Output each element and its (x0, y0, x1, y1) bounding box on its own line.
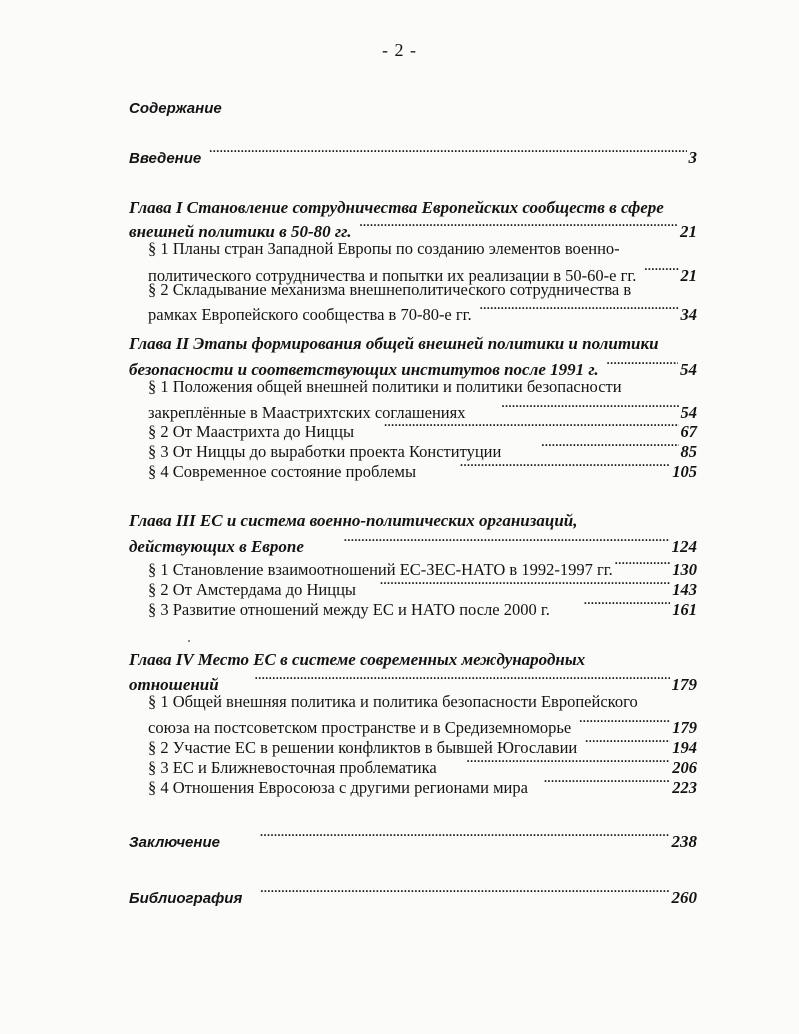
chapter-2-title: Глава II Этапы формирования общей внешней политики и политики (129, 334, 659, 353)
scan-speck (188, 640, 190, 642)
toc-page: 85 (680, 442, 697, 461)
section-1-2-title: § 2 Складывание механизма внешнеполитического сотрудничества в (148, 280, 632, 299)
toc-entry-section-4-2 (148, 731, 697, 757)
toc-leader (260, 825, 670, 847)
toc-page: 21 (680, 222, 697, 241)
toc-label: Библиография (129, 890, 243, 907)
toc-leader (384, 415, 678, 437)
toc-entry-section-2-3 (148, 435, 697, 461)
toc-label: Заключение (129, 834, 220, 851)
chapter-3-title: Глава III ЕС и система военно-политических организаций, (129, 511, 578, 530)
toc-entry-bibliography (129, 881, 697, 907)
toc-label: § 3 Развитие отношений между ЕС и НАТО после 2000 г. (148, 600, 550, 619)
toc-page: 161 (672, 600, 697, 619)
toc-label: Введение (129, 150, 202, 167)
toc-leader (460, 455, 670, 477)
toc-page: 223 (672, 778, 697, 797)
toc-entry-section-1-2 (148, 298, 697, 324)
toc-entry-section-4-3 (148, 751, 697, 777)
toc-entry-conclusion (129, 825, 697, 851)
toc-leader (255, 668, 670, 690)
toc-page: 124 (671, 537, 697, 556)
toc-leader (260, 881, 669, 903)
toc-entry-chapter-1 (129, 215, 697, 241)
section-1-1-title: § 1 Планы стран Западной Европы по созданию элементов военно- (148, 239, 620, 258)
toc-leader (380, 573, 670, 595)
toc-leader (541, 435, 678, 457)
toc-label: § 2 От Маастрихта до Ниццы (148, 422, 355, 441)
toc-label: безопасности и соответствующих институтов после 1991 г. (129, 360, 599, 379)
toc-page: 206 (672, 758, 697, 777)
toc-leader (615, 553, 670, 575)
toc-leader (644, 259, 678, 281)
toc-leader (209, 141, 686, 163)
toc-label: § 3 ЕС и Ближневосточная проблематика (148, 758, 437, 777)
toc-entry-intro (129, 141, 697, 167)
toc-label: § 3 От Ниццы до выработки проекта Конституции (148, 442, 502, 461)
toc-page: 105 (672, 462, 697, 481)
toc-label: § 4 Современное состояние проблемы (148, 462, 417, 481)
toc-label: рамках Европейского сообщества в 70-80-е гг. (148, 305, 472, 324)
toc-label: союза на постсоветском пространстве и в Средиземноморье (148, 718, 572, 737)
toc-label: § 2 Участие ЕС в решении конфликтов в бывшей Югославии (148, 738, 578, 757)
chapter-4-title: Глава IV Место ЕС в системе современных международных (129, 650, 586, 669)
section-2-1-title: § 1 Положения общей внешней политики и политики безопасности (148, 377, 622, 396)
toc-entry-section-3-1 (148, 553, 697, 579)
toc-entry-chapter-2 (129, 353, 697, 379)
toc-leader (467, 751, 671, 773)
toc-leader (579, 711, 670, 733)
toc-page: 54 (680, 403, 697, 422)
toc-label: § 1 Становление взаимоотношений ЕС-ЗЕС-НАТО в 1992-1997 гг. (148, 560, 613, 579)
toc-entry-section-4-4 (148, 771, 697, 797)
toc-entry-chapter-3 (129, 530, 697, 556)
page-number: - 2 - (382, 40, 417, 60)
toc-label: отношений (129, 675, 219, 694)
toc-entry-section-3-3 (148, 593, 697, 619)
toc-entry-section-3-2 (148, 573, 697, 599)
toc-page: 54 (680, 360, 697, 379)
toc-page: 260 (671, 888, 697, 907)
toc-page: 179 (671, 675, 697, 694)
toc-page: 3 (688, 148, 697, 167)
chapter-1-title: Глава I Становление сотрудничества Европейских сообществ в сфере (129, 198, 664, 217)
toc-leader (480, 298, 679, 320)
toc-page: 34 (680, 305, 697, 324)
toc-label: § 4 Отношения Евросоюза с другими регионами мира (148, 778, 528, 797)
toc-page: 67 (680, 422, 697, 441)
section-4-1-title: § 1 Общей внешняя политика и политика безопасности Европейского (148, 692, 638, 711)
toc-entry-section-4-1 (148, 711, 697, 737)
toc-page: 179 (672, 718, 697, 737)
toc-entry-section-1-1 (148, 259, 697, 285)
toc-entry-section-2-2 (148, 415, 697, 441)
toc-page: 194 (672, 738, 697, 757)
toc-leader (585, 731, 670, 753)
toc-entry-chapter-4 (129, 668, 697, 694)
toc-page: 21 (680, 266, 697, 285)
toc-leader (544, 771, 670, 793)
toc-label: политического сотрудничества и попытки их реализации в 50-60-е гг. (148, 266, 637, 285)
toc-leader (584, 593, 670, 615)
toc-label: § 2 От Амстердама до Ниццы (148, 580, 357, 599)
toc-page: 130 (672, 560, 697, 579)
toc-entry-section-2-4 (148, 455, 697, 481)
toc-leader (344, 530, 670, 552)
toc-label: действующих в Европе (129, 537, 304, 556)
toc-label: внешней политики в 50-80 гг. (129, 222, 352, 241)
toc-leader (359, 215, 678, 237)
toc-label: закреплённые в Маастрихтских соглашениях (148, 403, 466, 422)
toc-page: 238 (671, 832, 697, 851)
toc-leader (607, 353, 678, 375)
toc-page: 143 (672, 580, 697, 599)
contents-heading: Содержание (129, 100, 222, 117)
